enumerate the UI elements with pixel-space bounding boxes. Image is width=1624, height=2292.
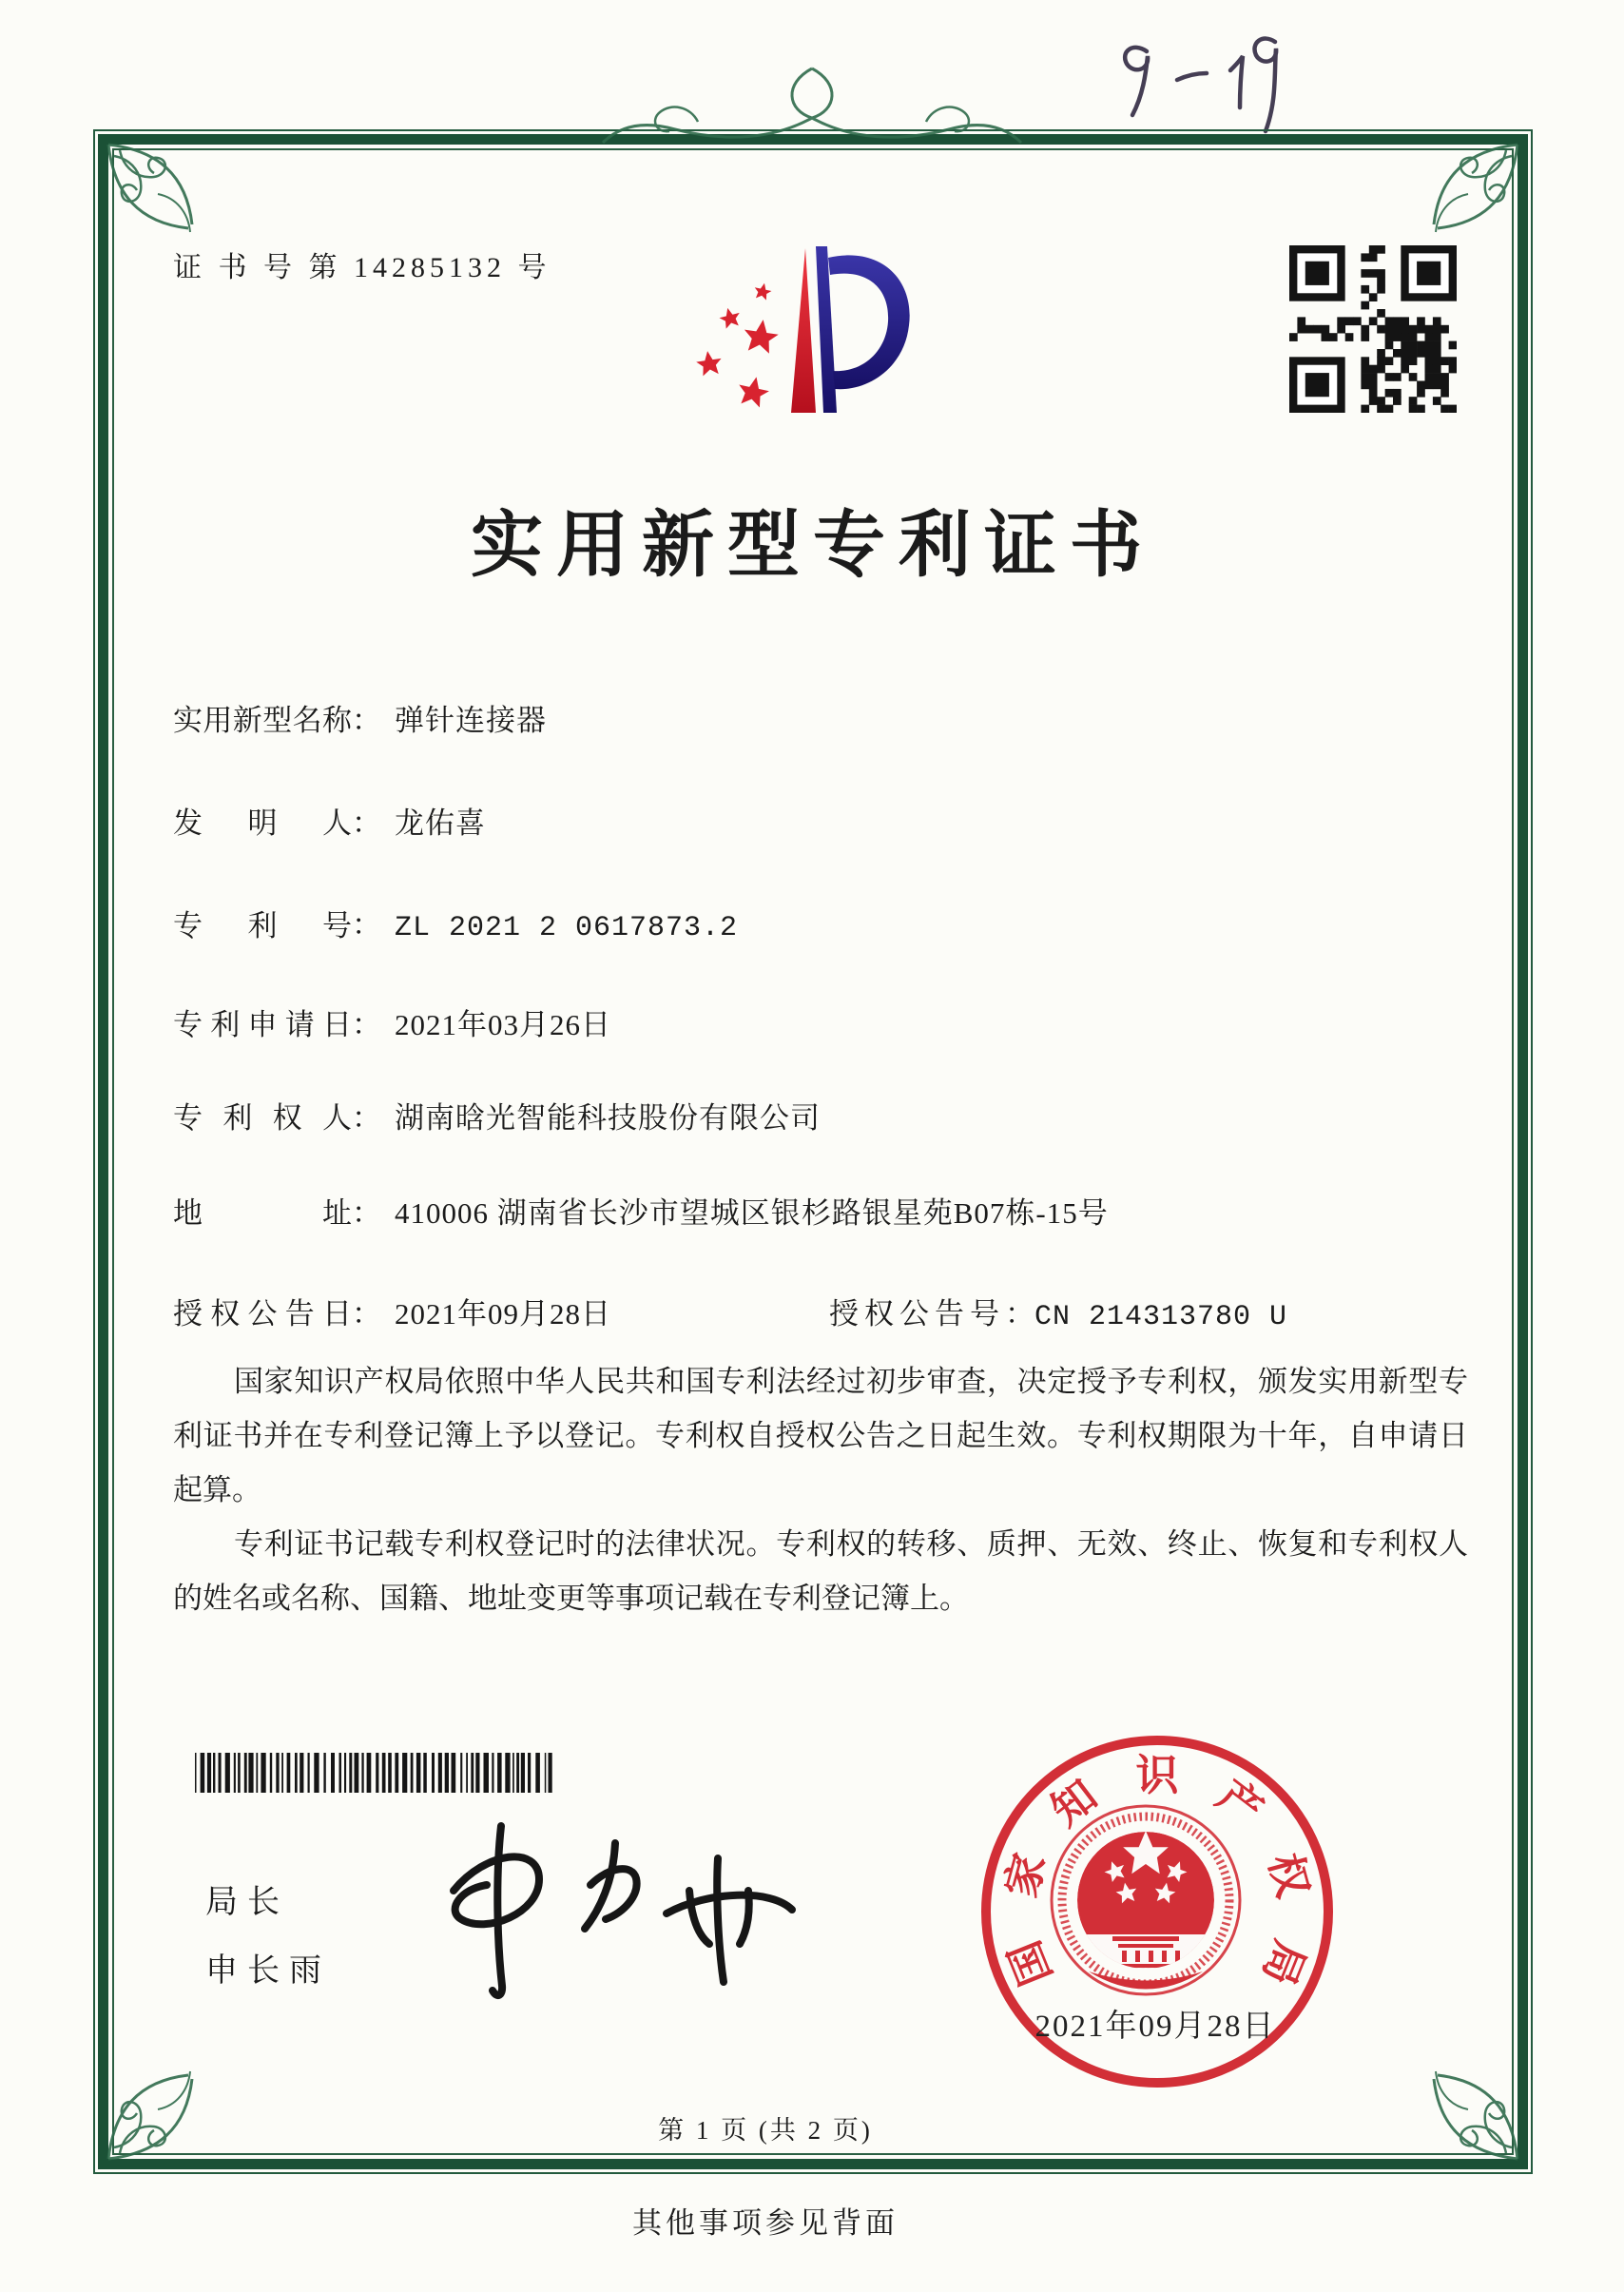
field-colon: ： bbox=[352, 908, 381, 942]
seal-arc-char: 权 bbox=[1259, 1848, 1317, 1903]
seal-arc-char: 局 bbox=[1252, 1933, 1314, 1991]
seal-arc-char: 国 bbox=[1000, 1933, 1062, 1991]
field-row-filing-date bbox=[173, 1000, 611, 1043]
field-value: ZL 2021 2 0617873.2 bbox=[395, 912, 739, 944]
cnipa-logo-icon bbox=[666, 226, 922, 447]
handwriting-icon bbox=[1093, 13, 1303, 142]
field-colon: ： bbox=[352, 806, 381, 840]
field-label: 授权公告日 bbox=[173, 1297, 352, 1331]
field-row-patentee bbox=[173, 1094, 821, 1136]
handwritten-note-9-19 bbox=[1093, 13, 1303, 146]
field-value: 湖南晗光智能科技股份有限公司 bbox=[395, 1101, 821, 1135]
field-colon: ： bbox=[352, 1101, 381, 1135]
field-label: 发明人 bbox=[173, 806, 352, 840]
field-colon: ： bbox=[1005, 1297, 1034, 1331]
legal-paragraph: 国家知识产权局依照中华人民共和国专利法经过初步审查，决定授予专利权，颁发实用新型专利证书并在专利登记簿上予以登记。专利权自授权公告之日起生效。专利权期限为十年，自申请日起算。 bbox=[173, 1365, 1468, 1506]
commissioner-signature-icon bbox=[395, 1799, 803, 2023]
field-label: 授权公告号 bbox=[829, 1297, 1005, 1331]
legal-paragraph: 专利证书记载专利权登记时的法律状况。专利权的转移、质押、无效、终止、恢复和专利权人的姓名或名称、国籍、地址变更等事项记载在专利登记簿上。 bbox=[173, 1527, 1468, 1615]
field-colon: ： bbox=[352, 1008, 381, 1041]
field-value: CN 214313780 U bbox=[1034, 1301, 1288, 1333]
field-grant-no bbox=[829, 1290, 1287, 1333]
field-label: 实用新型名称 bbox=[173, 704, 352, 737]
field-value: 2021年09月28日 bbox=[395, 1297, 611, 1331]
field-label: 地址 bbox=[173, 1196, 352, 1230]
field-row-address bbox=[173, 1189, 1109, 1232]
field-colon: ： bbox=[352, 1297, 381, 1331]
field-label: 专利申请日 bbox=[173, 1008, 352, 1041]
seal-arc-char: 产 bbox=[1208, 1771, 1271, 1836]
field-value: 弹针连接器 bbox=[395, 704, 547, 737]
qr-code bbox=[1289, 245, 1457, 413]
field-value: 2021年03月26日 bbox=[395, 1008, 611, 1041]
field-label: 专利号 bbox=[173, 909, 352, 942]
certificate-number: 证 书 号 第 14285132 号 bbox=[173, 252, 551, 283]
seal-arc-char: 识 bbox=[1135, 1752, 1179, 1799]
seal-arc-text bbox=[965, 1729, 1359, 2109]
official-seal bbox=[965, 1729, 1359, 2109]
field-row-grant-date bbox=[173, 1290, 1288, 1333]
field-row-inventor bbox=[173, 799, 486, 842]
seal-arc-char: 家 bbox=[997, 1848, 1055, 1903]
field-row-patent-no bbox=[173, 901, 738, 944]
back-side-note: 其他事项参见背面 bbox=[632, 2206, 899, 2240]
commissioner-title: 局长 bbox=[205, 1885, 289, 1920]
page-title: 实用新型专利证书 bbox=[471, 506, 1155, 586]
seal-arc-char: 知 bbox=[1043, 1771, 1107, 1836]
field-value: 410006 湖南省长沙市望城区银杉路银星苑B07栋-15号 bbox=[395, 1196, 1109, 1230]
page-indicator: 第 1 页 (共 2 页) bbox=[658, 2116, 873, 2145]
field-row-name bbox=[173, 696, 547, 739]
field-label: 专利权人 bbox=[173, 1101, 352, 1135]
commissioner-name: 申长雨 bbox=[205, 1953, 331, 1989]
legal-text-block bbox=[173, 1354, 1468, 1625]
barcode bbox=[195, 1753, 554, 1793]
field-value: 龙佑喜 bbox=[395, 806, 486, 840]
seal-date: 2021年09月28日 bbox=[1034, 2010, 1276, 2044]
field-colon: ： bbox=[352, 1196, 381, 1230]
cnipa-logo bbox=[666, 226, 922, 452]
field-colon: ： bbox=[352, 704, 381, 737]
top-center-flourish-icon bbox=[584, 55, 1040, 150]
